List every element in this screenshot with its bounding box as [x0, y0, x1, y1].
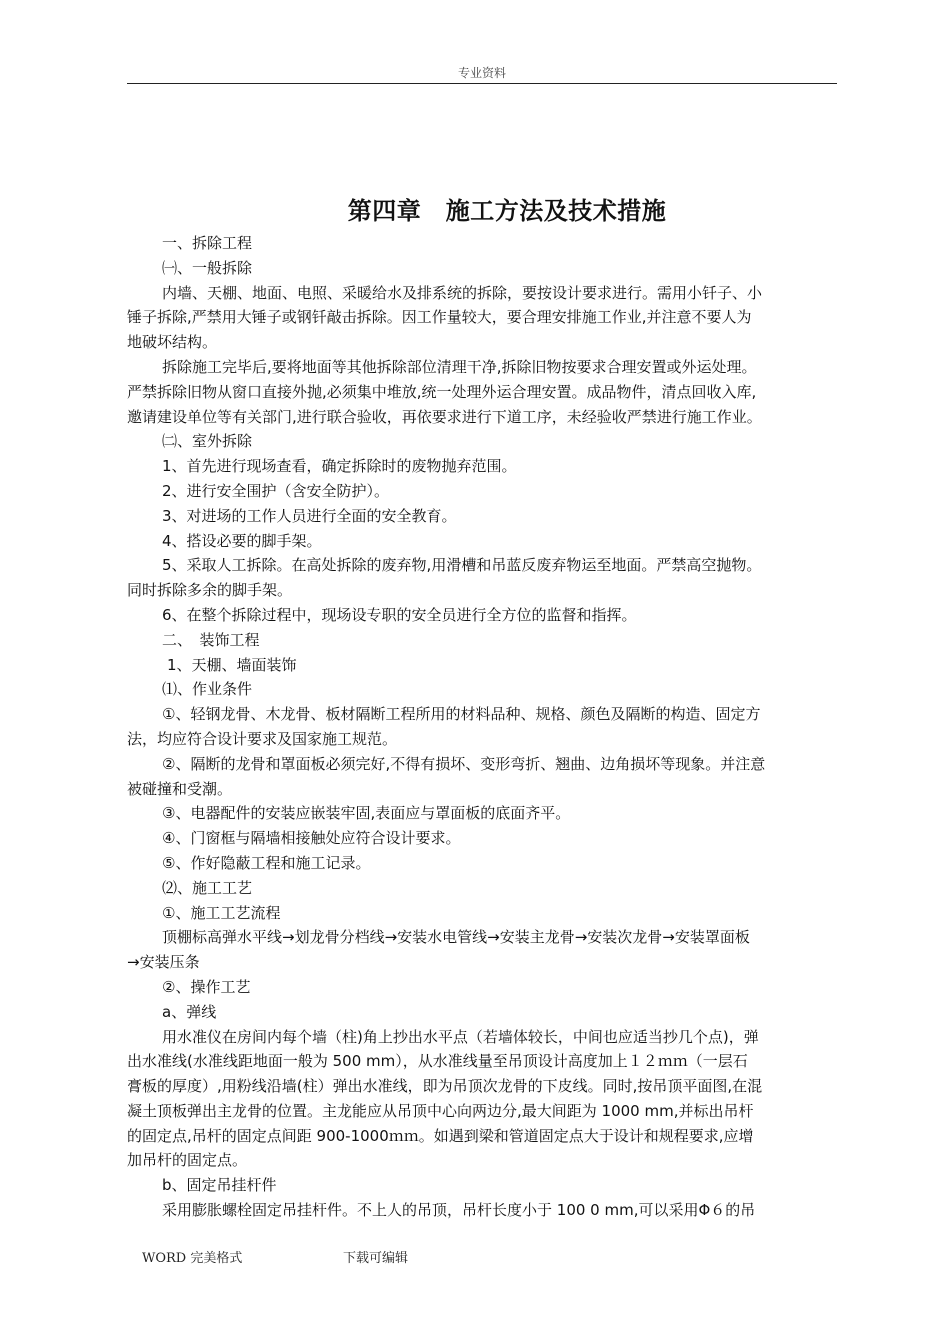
- text-line: 采用膨胀螺栓固定吊挂杆件。不上人的吊顶，吊杆长度小于 100 0 mm,可以采用Φ６的吊: [162, 1201, 756, 1220]
- page-header: 专业资料: [457, 66, 506, 80]
- text-line: 5、采取人工拆除。在高处拆除的废弃物,用滑槽和吊蓝反废弃物运至地面。严禁高空抛物。: [162, 556, 762, 575]
- text-line: 二、 装饰工程: [162, 630, 260, 649]
- text-line: a、弹线: [162, 1002, 217, 1021]
- text-line: 邀请建设单位等有关部门,进行联合验收，再依要求进行下道工序，未经验收严禁进行施工作业。: [127, 407, 762, 426]
- text-line: ②、操作工艺: [162, 977, 251, 996]
- text-line: 1、首先进行现场查看，确定拆除时的废物抛弃范围。: [162, 457, 517, 476]
- text-line: 法，均应符合设计要求及国家施工规范。: [127, 729, 398, 748]
- text-line: 地破坏结构。: [127, 333, 218, 352]
- text-line: ①、轻钢龙骨、木龙骨、板材隔断工程所用的材料品种、规格、颜色及隔断的构造、固定方: [162, 705, 761, 724]
- text-line: 被碰撞和受潮。: [127, 779, 233, 798]
- text-line: b、固定吊挂杆件: [162, 1176, 277, 1195]
- text-line: ④、门窗框与隔墙相接触处应符合设计要求。: [162, 829, 461, 848]
- text-line: 出水准线(水准线距地面一般为 500 mm），从水准线量至吊顶设计高度加上１２ｍｍ（一层石: [127, 1052, 748, 1071]
- chapter-title: 第四章 施工方法及技术措施: [347, 197, 667, 225]
- text-line: 一、拆除工程: [162, 234, 253, 252]
- text-line: 加吊杆的固定点。: [127, 1151, 248, 1170]
- text-line: 的固定点,吊杆的固定点间距 900-1000ｍｍ。如遇到梁和管道固定点大于设计和规程要求,应增: [127, 1126, 754, 1145]
- text-line: 3、对进场的工作人员进行全面的安全教育。: [162, 506, 457, 525]
- text-line: 锤子拆除,严禁用大锤子或钢钎敲击拆除。因工作量较大，要合理安排施工作业,并注意不要人为: [127, 308, 752, 327]
- header-rule: [127, 83, 837, 84]
- text-line: 4、搭设必要的脚手架。: [162, 531, 322, 550]
- text-line: ⑴、作业条件: [162, 680, 253, 699]
- text-line: ⑵、施工工艺: [162, 878, 253, 897]
- text-line: ⑤、作好隐蔽工程和施工记录。: [162, 853, 371, 872]
- text-line: →安装压条: [127, 953, 200, 972]
- text-line: 膏板的厚度）,用粉线沿墙(柱）弹出水准线，即为吊顶次龙骨的下皮线。同时,按吊顶平面图,在混: [127, 1077, 763, 1096]
- text-line: ②、隔断的龙骨和罩面板必须完好,不得有损坏、变形弯折、翘曲、边角损坏等现象。并注意: [162, 754, 766, 773]
- text-line: 顶棚标高弹水平线→划龙骨分档线→安装水电管线→安装主龙骨→安装次龙骨→安装罩面板: [162, 928, 750, 947]
- text-line: 同时拆除多余的脚手架。: [127, 581, 293, 600]
- text-line: 用水准仪在房间内每个墙（柱)角上抄出水平点（若墙体较长，中间也应适当抄几个点)，弹: [162, 1027, 759, 1046]
- footer-right: 下载可编辑: [343, 1251, 409, 1266]
- text-line: ③、电器配件的安装应嵌装牢固,表面应与罩面板的底面齐平。: [162, 804, 571, 823]
- text-line: ①、施工工艺流程: [162, 903, 281, 922]
- footer-left: WORD 完美格式: [142, 1251, 243, 1266]
- text-line: ㈡、室外拆除: [162, 432, 253, 451]
- text-line: ㈠、一般拆除: [162, 258, 253, 277]
- text-line: 凝土顶板弹出主龙骨的位置。主龙能应从吊顶中心向两边分,最大间距为 1000 mm,并标出吊杆: [127, 1101, 754, 1120]
- text-line: 严禁拆除旧物从窗口直接外抛,必须集中堆放,统一处理外运合理安置。成品物件，清点回收入库,: [127, 382, 757, 401]
- text-line: 内墙、天棚、地面、电照、采暖给水及排系统的拆除，要按设计要求进行。需用小钎子、小: [162, 283, 763, 302]
- text-line: 拆除施工完毕后,要将地面等其他拆除部位清理干净,拆除旧物按要求合理安置或外运处理。: [162, 357, 757, 376]
- text-line: 1、天棚、墙面装饰: [167, 655, 297, 674]
- text-line: 2、进行安全围护（含安全防护）。: [162, 481, 390, 500]
- body-text: [127, 231, 837, 1223]
- text-line: 6、在整个拆除过程中，现场设专职的安全员进行全方位的监督和指挥。: [162, 605, 637, 624]
